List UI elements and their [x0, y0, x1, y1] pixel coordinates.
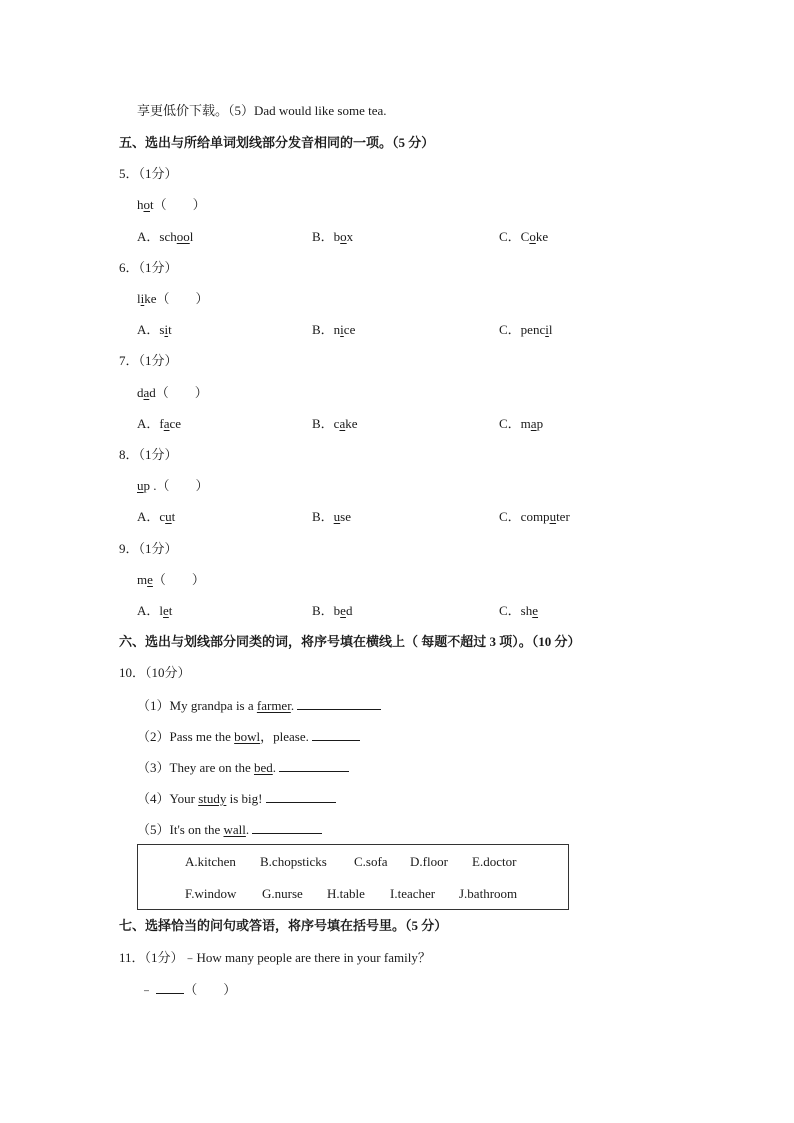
q5-stem: hot（ ）	[137, 197, 206, 212]
q9-option-c[interactable]: C．she	[499, 603, 539, 618]
word-bank-item: C.sofa	[354, 854, 388, 869]
q7-option-b[interactable]: B．cake	[312, 416, 358, 431]
q10-sentence-4: （4）Your study is big!	[137, 790, 336, 807]
q11-header: 11．（1分）	[119, 950, 184, 965]
q7-option-c[interactable]: C．map	[499, 416, 544, 431]
q6-option-b[interactable]: B．nice	[312, 322, 356, 337]
answer-blank-2[interactable]	[312, 728, 360, 741]
q8-option-a[interactable]: A．cut	[137, 509, 176, 524]
q8-option-b[interactable]: B．use	[312, 509, 352, 524]
q8-header: 8．（1分）	[119, 447, 178, 462]
answer-paren[interactable]: （ ）	[184, 982, 237, 997]
q5-option-b[interactable]: B．box	[312, 229, 354, 244]
q9-option-a[interactable]: A．let	[137, 603, 173, 618]
answer-blank-5[interactable]	[252, 821, 322, 834]
q5-option-a[interactable]: A．school	[137, 229, 194, 244]
q6-stem: like（ ）	[137, 291, 209, 306]
q11-question: ﹣How many people are there in your family？	[183, 950, 431, 965]
section-5-title: 五、选出与所给单词划线部分发音相同的一项。（5 分）	[119, 135, 435, 150]
intro-text: Dad would like some tea.	[254, 103, 387, 118]
intro-prefix: 享更低价下载。（5）	[137, 103, 255, 118]
q6-option-a[interactable]: A．sit	[137, 322, 172, 337]
answer-blank-q11[interactable]	[156, 981, 184, 994]
q8-option-c[interactable]: C．computer	[499, 509, 570, 524]
section-7-title: 七、选择恰当的问句或答语，将序号填在括号里。（5 分）	[119, 918, 448, 933]
answer-blank-4[interactable]	[266, 790, 336, 803]
q5-option-c[interactable]: C．Coke	[499, 229, 549, 244]
q11-answer-line: ﹣ （ ）	[140, 982, 237, 997]
word-bank-item: J.bathroom	[459, 886, 518, 901]
word-bank-item: A.kitchen	[185, 854, 236, 869]
word-bank-item: D.floor	[410, 854, 448, 869]
q10-sentence-2: （2）Pass me the bowl，please.	[137, 728, 360, 745]
word-bank-box	[137, 844, 569, 910]
q7-stem: dad（ ）	[137, 385, 208, 400]
word-bank-item: H.table	[327, 886, 365, 901]
q6-option-c[interactable]: C．pencil	[499, 322, 553, 337]
answer-blank-3[interactable]	[279, 759, 349, 772]
q10-sentence-1: （1）My grandpa is a farmer.	[137, 697, 381, 714]
answer-blank-1[interactable]	[297, 697, 381, 710]
word-bank-item: I.teacher	[390, 886, 436, 901]
word-bank-item: F.window	[185, 886, 237, 901]
q9-option-b[interactable]: B．bed	[312, 603, 353, 618]
q7-option-a[interactable]: A．face	[137, 416, 182, 431]
q8-stem: up .（ ）	[137, 478, 209, 493]
q9-header: 9．（1分）	[119, 541, 178, 556]
q10-sentence-5: （5）It's on the wall.	[137, 821, 322, 838]
intro-line	[137, 103, 387, 119]
word-bank-item: G.nurse	[262, 886, 303, 901]
q6-header: 6．（1分）	[119, 260, 178, 275]
word-bank-item: E.doctor	[472, 854, 517, 869]
q5-header: 5．（1分）	[119, 166, 178, 181]
q11-line	[119, 950, 431, 966]
q10-sentence-3: （3）They are on the bed.	[137, 759, 349, 776]
word-bank-item: B.chopsticks	[260, 854, 327, 869]
q7-header: 7．（1分）	[119, 353, 178, 368]
q9-stem: me（ ）	[137, 572, 205, 587]
section-6-title: 六、选出与划线部分同类的词，将序号填在横线上（ 每题不超过 3 项）。（10 分）	[119, 634, 581, 649]
q10-header: 10．（10分）	[119, 665, 191, 680]
